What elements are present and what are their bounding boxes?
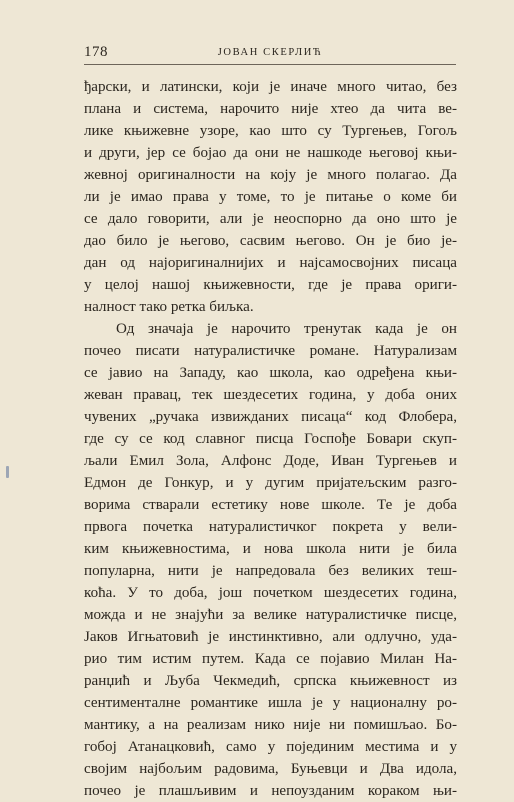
text-line: дан од најоригиналнијих и најсамосвојних писаца xyxy=(84,255,457,271)
text-line: чувених „ручака извижданих писаца“ код Флобера, xyxy=(84,409,457,425)
text-line: коћа. У то доба, још почетком шездесетих година, xyxy=(84,585,457,601)
text-line: у целој нашој књижевности, где је права ориги- xyxy=(84,277,457,293)
text-line: почео писати натуралистичке романе. Натурализам xyxy=(84,343,457,359)
text-line: лике књижевне узоре, као што су Тургењев, Гогољ xyxy=(84,123,457,139)
text-line: жеван правац, тек шездесетих година, у доба оних xyxy=(84,387,457,403)
text-line: Јаков Игњатовић је инстинктивно, али одлучно, уда- xyxy=(84,629,457,645)
text-line: плана и система, нарочито није хтео да чита ве- xyxy=(84,101,457,117)
text-line: можда и не знајући за велике натуралистичке писце, xyxy=(84,607,457,623)
text-line: где су се код славног писца Госпође Бовари скуп- xyxy=(84,431,457,447)
text-line: рио тим истим путем. Када се појавио Милан На- xyxy=(84,651,457,667)
text-line: ђарски, и латински, који је иначе много читао, без xyxy=(84,79,457,95)
text-line: дао било је његово, сасвим његово. Он је био је- xyxy=(84,233,457,249)
text-line: се дало говорити, али је неоспорно да оно што је xyxy=(84,211,457,227)
text-line: почео је плашљивим и непоузданим кораком њи- xyxy=(84,783,457,799)
text-line: Едмон де Гонкур, и у дугим пријатељским разго- xyxy=(84,475,457,491)
text-line: првога почетка натуралистичког покрета у вели- xyxy=(84,519,457,535)
margin-ink-mark xyxy=(6,466,9,478)
text-line: и други, јер се бојао да они не нашкоде његовој књи- xyxy=(84,145,457,161)
text-line: ворима стварали естетику нове школе. Те је доба xyxy=(84,497,457,513)
text-line: љали Емил Зола, Алфонс Доде, Иван Тургењев и xyxy=(84,453,457,469)
text-line: мантику, а на реализам нико није ни помишљао. Бо- xyxy=(84,717,457,733)
text-line: сентименталне романтике ишла је у националну ро- xyxy=(84,695,457,711)
page-number: 178 xyxy=(84,44,108,60)
text-line: жевној оригиналности на коју је много полагао. Да xyxy=(84,167,457,183)
text-line: се јавио на Западу, као школа, као одређена књи- xyxy=(84,365,457,381)
text-line: популарна, нити је напредовала без великих теш- xyxy=(84,563,457,579)
text-line: Од значаја је нарочито тренутак када је он xyxy=(116,321,457,337)
page-header xyxy=(84,44,456,65)
text-line: гобој Атанацковић, само у појединим местима и у xyxy=(84,739,457,755)
body-text xyxy=(84,76,457,802)
text-line: налност тако ретка биљка. xyxy=(84,299,254,315)
text-line: ранџић и Љуба Чекмедић, српска књижевност из xyxy=(84,673,457,689)
text-line: ли је имао права у томе, то је питање о коме би xyxy=(84,189,457,205)
running-head: ЈОВАН СКЕРЛИЋ xyxy=(217,47,323,58)
text-line: својим најбољим радовима, Буњевци и Два идола, xyxy=(84,761,457,777)
text-line: ким књижевностима, и нова школа нити је била xyxy=(84,541,457,557)
